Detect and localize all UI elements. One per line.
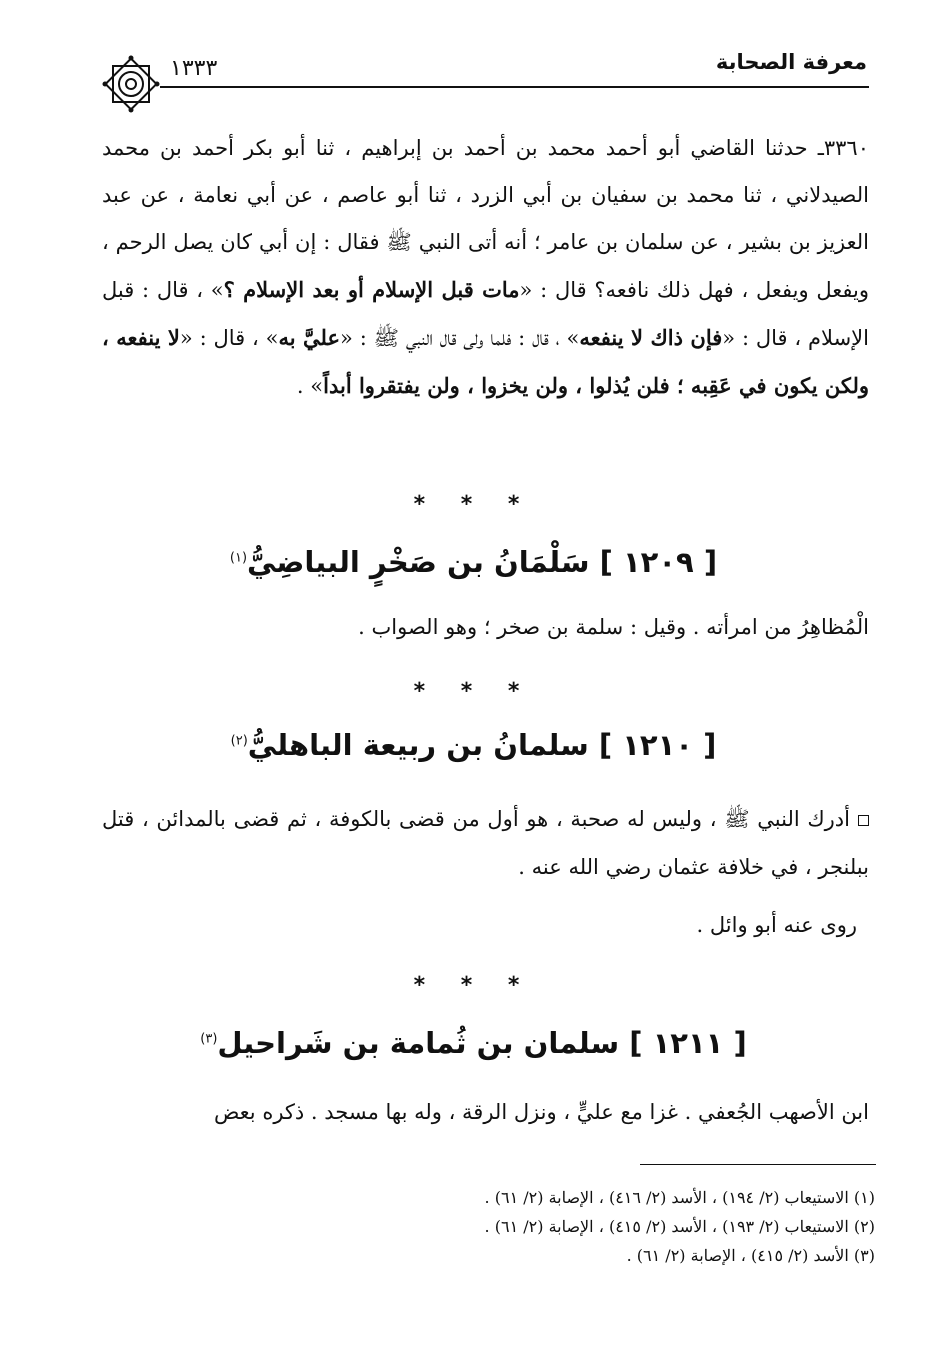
- entry-text: [102, 905, 857, 945]
- entry-name: سلمانُ بن ربيعة الباهليُّ: [247, 728, 589, 762]
- footnote: (١) الاستيعاب (٢/ ١٩٤) ، الأسد (٢/ ٤١٦) ، الإصابة (٢/ ٦١) .: [484, 1188, 875, 1207]
- entry-text: [102, 795, 869, 891]
- hadith-text: » ، قال : «: [179, 326, 279, 350]
- footnote-marker: (١): [229, 550, 248, 566]
- footnote: (٢) الاستيعاب (٢/ ١٩٣) ، الأسد (٢/ ٤١٥) ، الإصابة (٢/ ٦١) .: [484, 1217, 875, 1236]
- prophet-quote: لا ينفعه ، ولكن يكون في عَقِبه ؛ فلن يُذلوا ، ولن يخزوا ، ولن يفتقروا أبداً: [102, 325, 869, 398]
- footnotes: [95, 1183, 875, 1270]
- footnote-marker: (٣): [200, 1031, 218, 1047]
- entry-name: سلمان بن ثُمامة بن شَراحيل: [217, 1026, 620, 1060]
- entry-text-body: روى عنه أبو وائل .: [696, 913, 857, 937]
- footnote-rule: [640, 1164, 876, 1165]
- footnote-marker: (٢): [230, 733, 248, 749]
- header-rule: [160, 86, 869, 88]
- prophet-quote: فإن ذاك لا ينفعه: [579, 325, 723, 350]
- section-separator: * * *: [413, 679, 534, 704]
- hadith-text: ـ حدثنا القاضي أبو أحمد محمد بن أحمد بن إبراهيم ، ثنا أبو بكر أحمد بن محمد الصيدلاني ، ثنا محمد بن سفيان بن أبي الزرد ، ثنا أبو عاصم ، عن أبي نعامة ، عن عبد العزيز بن بشير ، عن سلمان بن عامر ؛ أنه أتى النبي ﷺ فقال : إن أبي كان يصل الرحم ، ويفعل ويفعل ، فهل ذلك نافعه؟ قال : «: [102, 136, 869, 302]
- prophet-quote: عليَّ به: [278, 325, 341, 350]
- entry-text: الْمُظاهِرُ من امرأته . وقيل : سلمة بن صخر ؛ وهو الصواب .: [358, 615, 869, 639]
- entry-number: [ ١٢١١ ]: [629, 1026, 747, 1060]
- entry-heading: [0, 1026, 947, 1060]
- star-ornament-icon: [99, 52, 163, 116]
- running-header-title: معرفة الصحابة: [715, 50, 867, 74]
- entry-number: [ ١٢١٠ ]: [598, 728, 717, 762]
- page-number: ١٣٣٣: [170, 56, 218, 81]
- entry-name: سَلْمَانُ بن صَخْرٍ البياضِيُّ: [247, 545, 590, 579]
- hadith-paragraph: [102, 125, 869, 410]
- section-separator: * * *: [413, 492, 534, 517]
- hadith-text: » ، قال : قبل الإسلام ، قال : «: [102, 278, 869, 350]
- entry-text-body: أدرك النبي ﷺ ، وليس له صحبة ، هو أول من قضى بالكوفة ، ثم قضى بالمدائن ، قتل ببلنجر ، في خلافة عثمان رضي الله عنه .: [102, 807, 869, 879]
- hadith-number: ٣٣٦٠: [823, 136, 869, 160]
- hadith-text: » ، قال : فلما ولى قال النبي ﷺ : «: [340, 326, 580, 350]
- section-separator: * * *: [413, 973, 534, 998]
- entry-heading: [0, 728, 947, 762]
- hadith-text: » .: [296, 374, 324, 398]
- prophet-quote: مات قبل الإسلام أو بعد الإسلام ؟: [223, 277, 520, 302]
- square-bullet-icon: [858, 815, 869, 826]
- entry-number: [ ١٢٠٩ ]: [599, 545, 718, 579]
- entry-text: ابن الأصهب الجُعفي . غزا مع عليٍّ ، ونزل الرقة ، وله بها مسجد . ذكره بعض: [213, 1100, 869, 1124]
- footnote: (٣) الأسد (٢/ ٤١٥) ، الإصابة (٢/ ٦١) .: [626, 1246, 875, 1265]
- entry-heading: [0, 545, 947, 579]
